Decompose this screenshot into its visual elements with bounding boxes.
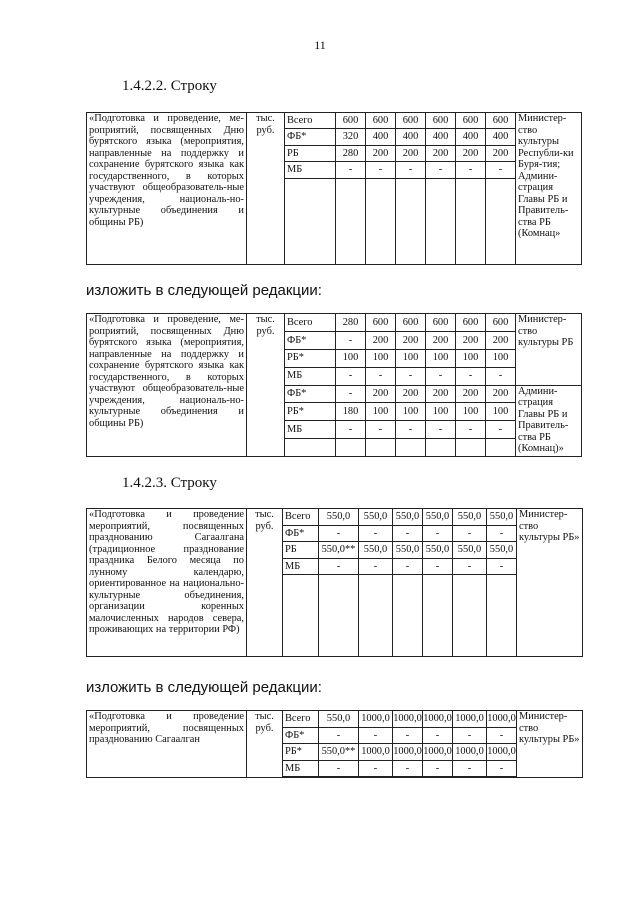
- funding-source: ФБ*: [285, 385, 336, 403]
- empty-cell: [336, 439, 366, 457]
- funding-source: Всего: [285, 113, 336, 129]
- year-value: 1000,0: [423, 711, 453, 728]
- year-value: 1000,0: [453, 744, 487, 761]
- year-value: -: [336, 331, 366, 349]
- funding-source: Всего: [283, 509, 319, 526]
- section-heading-2: изложить в следующей редакции:: [86, 282, 322, 299]
- year-value: 550,0: [453, 509, 487, 526]
- year-value: -: [456, 162, 486, 178]
- year-value: 200: [456, 385, 486, 403]
- year-value: -: [359, 558, 393, 575]
- year-value: -: [426, 162, 456, 178]
- year-value: 100: [396, 403, 426, 421]
- year-value: 1000,0: [359, 711, 393, 728]
- year-value: 550,0: [423, 542, 453, 559]
- empty-cell: [486, 439, 516, 457]
- year-value: 550,0: [393, 542, 423, 559]
- year-value: 100: [396, 349, 426, 367]
- year-value: -: [336, 162, 366, 178]
- year-value: -: [456, 421, 486, 439]
- year-value: 400: [456, 129, 486, 145]
- empty-cell: [423, 777, 453, 778]
- empty-cell: [456, 439, 486, 457]
- funding-source: Всего: [285, 314, 336, 332]
- year-value: -: [393, 525, 423, 542]
- year-value: -: [423, 558, 453, 575]
- empty-cell: [426, 178, 456, 264]
- year-value: 1000,0: [487, 711, 517, 728]
- program-table-3: [86, 508, 583, 657]
- year-value: -: [319, 727, 359, 744]
- empty-cell: [283, 575, 319, 657]
- funding-source: ФБ*: [285, 129, 336, 145]
- empty-cell: [487, 777, 517, 778]
- empty-cell: [456, 178, 486, 264]
- empty-cell: [453, 777, 487, 778]
- year-value: 400: [426, 129, 456, 145]
- year-value: -: [359, 760, 393, 777]
- page-number: 11: [314, 38, 326, 52]
- year-value: 600: [396, 314, 426, 332]
- year-value: -: [487, 558, 517, 575]
- year-value: 200: [486, 385, 516, 403]
- unit-label: тыс. руб.: [247, 509, 283, 657]
- year-value: 100: [366, 349, 396, 367]
- empty-cell: [283, 777, 319, 778]
- year-value: 200: [396, 385, 426, 403]
- unit-label: тыс. руб.: [247, 711, 283, 778]
- year-value: 400: [486, 129, 516, 145]
- year-value: -: [453, 558, 487, 575]
- empty-cell: [336, 178, 366, 264]
- empty-cell: [359, 777, 393, 778]
- table-row: [87, 509, 583, 526]
- empty-cell: [366, 439, 396, 457]
- year-value: 550,0: [393, 509, 423, 526]
- year-value: 600: [456, 314, 486, 332]
- year-value: -: [487, 525, 517, 542]
- year-value: -: [359, 525, 393, 542]
- year-value: 100: [456, 403, 486, 421]
- unit-label: тыс. руб.: [247, 113, 285, 265]
- year-value: 180: [336, 403, 366, 421]
- year-value: -: [396, 162, 426, 178]
- year-value: 550,0: [487, 542, 517, 559]
- year-value: 550,0**: [319, 744, 359, 761]
- year-value: -: [359, 727, 393, 744]
- year-value: -: [393, 727, 423, 744]
- year-value: 600: [426, 314, 456, 332]
- empty-cell: [359, 575, 393, 657]
- event-description: «Подготовка и проведение, ме-роприятий, посвященных Дню бурятского языка (мероприятия, направленные на поддержку и сохранение бурятского языка как государственного, в которых участвуют общеобразователь-ные учреждения, националь-но-культурные объединения и общины РБ): [87, 113, 247, 265]
- year-value: -: [366, 421, 396, 439]
- year-value: 200: [486, 145, 516, 161]
- year-value: -: [487, 727, 517, 744]
- year-value: 200: [396, 145, 426, 161]
- year-value: 200: [426, 331, 456, 349]
- year-value: -: [319, 525, 359, 542]
- year-value: -: [319, 760, 359, 777]
- year-value: 600: [486, 113, 516, 129]
- year-value: -: [396, 421, 426, 439]
- budget-table: [86, 313, 582, 457]
- year-value: 1000,0: [393, 744, 423, 761]
- empty-cell: [487, 575, 517, 657]
- year-value: -: [366, 367, 396, 385]
- year-value: -: [393, 558, 423, 575]
- year-value: 600: [396, 113, 426, 129]
- year-value: 1000,0: [453, 711, 487, 728]
- budget-table: [86, 710, 583, 778]
- event-description: «Подготовка и проведение мероприятий, посвященных празднованию Сагаалган: [87, 711, 247, 778]
- funding-source: РБ*: [283, 744, 319, 761]
- year-value: -: [336, 367, 366, 385]
- funding-source: РБ*: [285, 403, 336, 421]
- executor: Админи-страция Главы РБ и Правитель-ства РБ (Комнац)»: [516, 385, 582, 456]
- year-value: -: [453, 760, 487, 777]
- funding-source: РБ: [283, 542, 319, 559]
- empty-cell: [396, 178, 426, 264]
- empty-cell: [486, 178, 516, 264]
- year-value: 550,0: [319, 711, 359, 728]
- empty-cell: [393, 777, 423, 778]
- year-value: 550,0: [359, 542, 393, 559]
- year-value: 600: [366, 113, 396, 129]
- year-value: -: [453, 727, 487, 744]
- year-value: 550,0: [359, 509, 393, 526]
- year-value: 200: [456, 145, 486, 161]
- year-value: -: [487, 760, 517, 777]
- empty-cell: [426, 439, 456, 457]
- event-description: «Подготовка и проведение мероприятий, посвященных празднованию Сагаалгана (традиционное празднование праздника Белого месяца по лунному календарю, ориентированное на национально-культурные объединения, организации коренных малочисленных народов севера, проживающих на территории РФ): [87, 509, 247, 657]
- year-value: 550,0: [423, 509, 453, 526]
- table-row: [87, 711, 583, 728]
- program-table-4: [86, 710, 583, 778]
- year-value: -: [396, 367, 426, 385]
- year-value: 280: [336, 145, 366, 161]
- empty-cell: [319, 777, 359, 778]
- year-value: -: [426, 367, 456, 385]
- empty-cell: [396, 439, 426, 457]
- year-value: 100: [426, 403, 456, 421]
- year-value: 1000,0: [423, 744, 453, 761]
- year-value: 100: [456, 349, 486, 367]
- year-value: 600: [486, 314, 516, 332]
- executor: Министер-ство культуры РБ»: [517, 711, 583, 778]
- year-value: 280: [336, 314, 366, 332]
- funding-source: РБ*: [285, 349, 336, 367]
- year-value: 1000,0: [393, 711, 423, 728]
- funding-source: ФБ*: [283, 727, 319, 744]
- program-table-1: [86, 112, 582, 265]
- year-value: -: [456, 367, 486, 385]
- year-value: -: [336, 421, 366, 439]
- table-row: [87, 314, 582, 332]
- executor: Министер-ство культуры Республи-ки Буря-тия; Админи-страция Главы РБ и Правитель-ства РБ (Комнац»: [516, 113, 582, 265]
- year-value: 100: [336, 349, 366, 367]
- year-value: -: [423, 525, 453, 542]
- year-value: 200: [486, 331, 516, 349]
- executor: Министер-ство культуры РБ»: [517, 509, 583, 657]
- empty-cell: [285, 178, 336, 264]
- budget-table: [86, 508, 583, 657]
- event-description: «Подготовка и проведение, ме-роприятий, посвященных Дню бурятского языка (мероприятия, направленные на поддержку и сохранение бурятского языка как государственного, в которых участвуют общеобразователь-ные учреждения, националь-но-культурные объединения и общины РБ): [87, 314, 247, 457]
- year-value: 600: [426, 113, 456, 129]
- year-value: -: [423, 760, 453, 777]
- empty-cell: [393, 575, 423, 657]
- year-value: 550,0**: [319, 542, 359, 559]
- funding-source: МБ: [283, 760, 319, 777]
- funding-source: ФБ*: [285, 331, 336, 349]
- year-value: -: [336, 385, 366, 403]
- year-value: 320: [336, 129, 366, 145]
- section-heading-1: 1.4.2.2. Строку: [122, 78, 217, 94]
- empty-cell: [285, 439, 336, 457]
- year-value: 600: [366, 314, 396, 332]
- year-value: 100: [426, 349, 456, 367]
- funding-source: РБ: [285, 145, 336, 161]
- year-value: 200: [366, 145, 396, 161]
- year-value: 100: [486, 403, 516, 421]
- year-value: -: [486, 367, 516, 385]
- empty-cell: [366, 178, 396, 264]
- year-value: 1000,0: [487, 744, 517, 761]
- year-value: 1000,0: [359, 744, 393, 761]
- year-value: 600: [456, 113, 486, 129]
- year-value: 200: [366, 385, 396, 403]
- year-value: 550,0: [487, 509, 517, 526]
- executor: Министер-ство культуры РБ: [516, 314, 582, 386]
- year-value: 550,0: [453, 542, 487, 559]
- year-value: 100: [486, 349, 516, 367]
- year-value: 200: [426, 145, 456, 161]
- year-value: -: [319, 558, 359, 575]
- unit-label: тыс. руб.: [247, 314, 285, 457]
- funding-source: МБ: [283, 558, 319, 575]
- funding-source: МБ: [285, 367, 336, 385]
- year-value: 200: [456, 331, 486, 349]
- funding-source: МБ: [285, 421, 336, 439]
- year-value: -: [423, 727, 453, 744]
- funding-source: ФБ*: [283, 525, 319, 542]
- year-value: 200: [366, 331, 396, 349]
- year-value: 200: [426, 385, 456, 403]
- program-table-2: [86, 313, 582, 457]
- section-heading-4: изложить в следующей редакции:: [86, 679, 322, 696]
- year-value: 100: [366, 403, 396, 421]
- funding-source: Всего: [283, 711, 319, 728]
- year-value: 400: [366, 129, 396, 145]
- empty-cell: [423, 575, 453, 657]
- funding-source: МБ: [285, 162, 336, 178]
- year-value: 550,0: [319, 509, 359, 526]
- year-value: -: [426, 421, 456, 439]
- year-value: -: [486, 421, 516, 439]
- budget-table: [86, 112, 582, 265]
- year-value: -: [393, 760, 423, 777]
- year-value: 400: [396, 129, 426, 145]
- table-row: [87, 113, 582, 129]
- year-value: -: [486, 162, 516, 178]
- empty-cell: [319, 575, 359, 657]
- year-value: 600: [336, 113, 366, 129]
- year-value: -: [453, 525, 487, 542]
- section-heading-3: 1.4.2.3. Строку: [122, 475, 217, 491]
- year-value: 200: [396, 331, 426, 349]
- empty-cell: [453, 575, 487, 657]
- year-value: -: [366, 162, 396, 178]
